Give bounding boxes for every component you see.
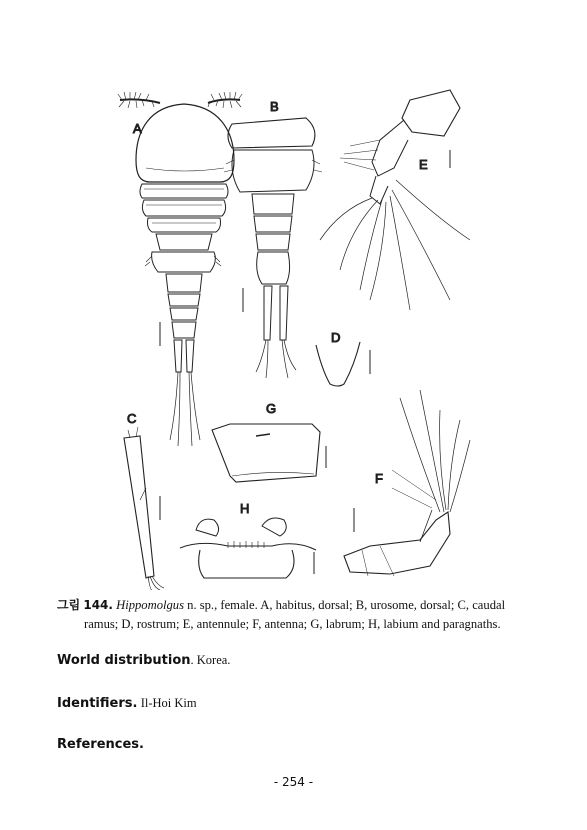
identifiers-heading: Identifiers. [57, 696, 138, 711]
world-distribution-heading: World distribution [57, 653, 191, 668]
panel-label-d: D [331, 330, 341, 345]
caption-text-line1: n. sp., female. A, habitus, dorsal; B, urosome, dorsal; C, caudal [187, 598, 506, 612]
panel-label-e: E [419, 157, 428, 172]
panel-d-rostrum [316, 342, 370, 386]
caption-number: 144. [83, 598, 113, 612]
panel-label-c: C [127, 411, 137, 426]
world-distribution [57, 652, 230, 668]
panel-e-antennule [320, 90, 470, 310]
panel-label-g: G [266, 401, 277, 416]
panel-c-caudal-ramus [124, 427, 164, 590]
panel-b-urosome [224, 118, 322, 378]
panel-a-habitus [118, 92, 242, 446]
panel-f-antenna [344, 390, 470, 576]
references [57, 736, 144, 752]
panel-label-f: F [375, 471, 383, 486]
caption-genus: Hippomolgus [116, 598, 184, 612]
world-distribution-value: . Korea. [190, 653, 231, 667]
identifiers [57, 695, 197, 711]
caption-prefix: 그림 [57, 598, 81, 612]
page-number: - 254 - [273, 775, 314, 789]
identifiers-value: Il-Hoi Kim [140, 696, 197, 710]
panel-g-labrum [212, 424, 326, 482]
panel-label-h: H [240, 501, 250, 516]
panel-label-b: B [270, 99, 279, 114]
panel-label-a: A [133, 121, 142, 136]
panel-h-labium [180, 518, 316, 578]
references-heading: References. [57, 737, 144, 752]
caption-text-line2: ramus; D, rostrum; E, antennule; F, antenna; G, labrum; H, labium and paragnaths. [84, 617, 501, 631]
figure-caption [57, 596, 533, 634]
